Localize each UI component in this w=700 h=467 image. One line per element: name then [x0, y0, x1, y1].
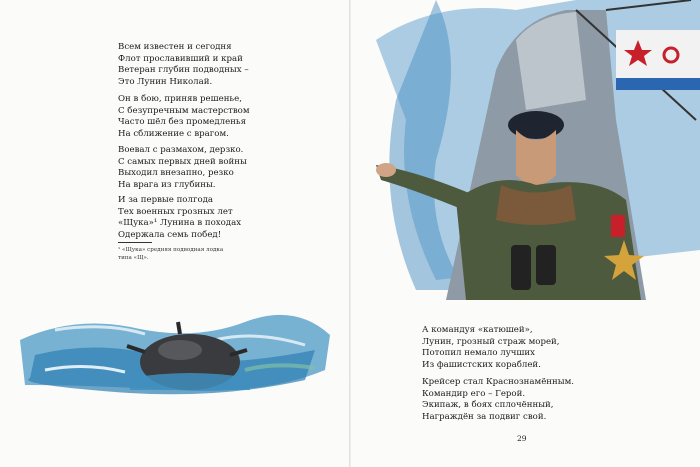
verse-line: Это Лунин Николай.: [118, 76, 213, 87]
verse-line: «Щука»¹ Лунина в походах: [118, 218, 242, 229]
right-page: [351, 0, 700, 467]
verse-line: Воевал с размахом, дерзко.: [118, 145, 244, 155]
sea-mine-illustration: [15, 300, 335, 410]
verse-line: Часто шёл без промедленья: [118, 117, 247, 128]
stanza-5: [422, 325, 560, 371]
verse-line: Всем известен и сегодня: [118, 42, 232, 52]
verse-line: Тех военных грозных лет: [118, 206, 233, 217]
verse-line: Одержала семь побед!: [118, 229, 222, 240]
verse-line: Флот прославивший и край: [118, 53, 243, 64]
naval-flag: [616, 30, 700, 90]
submarine-commander-illustration: [376, 0, 700, 300]
footnote-rule: [118, 242, 152, 243]
footnote-line: типа «Щ».: [118, 255, 149, 261]
verse-line: А командуя «катюшей»,: [422, 325, 533, 335]
verse-line: С безупречным мастерством: [118, 105, 250, 116]
stanza-3: [118, 145, 247, 191]
stanza-4: [118, 195, 241, 241]
verse-line: Из фашистских кораблей.: [422, 359, 541, 370]
verse-line: Он в бою, приняв решенье,: [118, 94, 242, 104]
verse-line: Награждён за подвиг свой.: [422, 411, 547, 422]
verse-line: Ветеран глубин подводных –: [118, 65, 249, 76]
verse-line: На сближение с врагом.: [118, 128, 229, 139]
footnote: [118, 246, 268, 262]
verse-line: Потопил немало лучших: [422, 348, 535, 359]
verse-line: Экипаж, в боях сплочённый,: [422, 400, 554, 411]
verse-line: Крейсер стал Краснознамённым.: [422, 377, 574, 387]
left-page: [0, 0, 349, 467]
verse-line: И за первые полгода: [118, 195, 214, 205]
stanza-1: [118, 42, 249, 88]
verse-line: Выходил внезапно, резко: [118, 168, 234, 179]
verse-line: Командир его – Герой.: [422, 388, 526, 399]
page-number: 29: [517, 434, 527, 443]
stanza-2: [118, 94, 250, 140]
verse-line: Лунин, грозный страж морей,: [422, 336, 560, 347]
verse-line: На врага из глубины.: [118, 179, 216, 190]
stanza-6: [422, 377, 574, 423]
verse-line: С самых первых дней войны: [118, 156, 247, 167]
footnote-line: ¹ «Щука» средняя подводная лодка: [118, 247, 224, 253]
